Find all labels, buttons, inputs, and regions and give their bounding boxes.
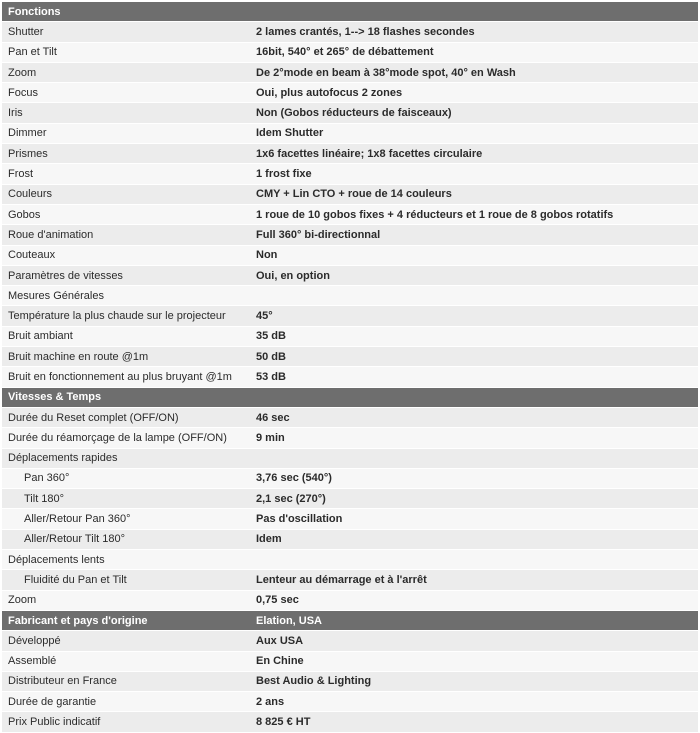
spec-row xyxy=(2,205,698,225)
spec-row xyxy=(2,185,698,205)
spec-row xyxy=(2,408,698,428)
spec-value: 2 lames crantés, 1--> 18 flashes secondes xyxy=(256,25,475,38)
spec-row xyxy=(2,306,698,326)
section-header xyxy=(2,2,698,22)
spec-label: Tilt 180° xyxy=(24,492,65,505)
spec-label: Bruit machine en route @1m xyxy=(8,350,149,363)
spec-row xyxy=(2,550,698,570)
section-title: Fonctions xyxy=(8,5,61,18)
spec-value: Lenteur au démarrage et à l'arrêt xyxy=(256,573,427,586)
spec-label: Paramètres de vitesses xyxy=(8,269,123,282)
spec-value: 8 825 € HT xyxy=(256,716,311,729)
spec-row xyxy=(2,22,698,42)
spec-row xyxy=(2,103,698,123)
spec-row xyxy=(2,347,698,367)
spec-label: Zoom xyxy=(8,66,37,79)
spec-label: Température la plus chaude sur le projecteur xyxy=(8,310,226,323)
spec-row xyxy=(2,43,698,63)
spec-row xyxy=(2,428,698,448)
spec-label: Mesures Générales xyxy=(8,289,104,302)
spec-value: 45° xyxy=(256,310,273,323)
spec-value: 46 sec xyxy=(256,411,290,424)
spec-label: Durée du réamorçage de la lampe (OFF/ON) xyxy=(8,431,227,444)
spec-label: Dimmer xyxy=(8,127,47,140)
spec-label: Frost xyxy=(8,168,34,181)
spec-label: Roue d'animation xyxy=(8,228,94,241)
spec-label: Bruit en fonctionnement au plus bruyant @1m xyxy=(8,370,232,383)
spec-value: 2 ans xyxy=(256,695,285,708)
spec-label: Bruit ambiant xyxy=(8,330,73,343)
spec-label: Développé xyxy=(8,634,61,647)
spec-row xyxy=(2,692,698,712)
spec-label: Assemblé xyxy=(8,655,57,668)
spec-label: Couleurs xyxy=(8,188,53,201)
spec-label: Focus xyxy=(8,86,38,99)
spec-row xyxy=(2,672,698,692)
spec-value: Best Audio & Lighting xyxy=(256,675,372,688)
spec-row xyxy=(2,489,698,509)
spec-value: Pas d'oscillation xyxy=(256,513,343,526)
spec-value: De 2°mode en beam à 38°mode spot, 40° en Wash xyxy=(256,66,516,79)
spec-value: Non xyxy=(256,249,278,262)
spec-table xyxy=(2,2,698,733)
spec-row xyxy=(2,449,698,469)
spec-value: 9 min xyxy=(256,431,285,444)
spec-label: Shutter xyxy=(8,25,44,38)
spec-row xyxy=(2,652,698,672)
spec-value: Aux USA xyxy=(256,634,304,647)
spec-label: Durée du Reset complet (OFF/ON) xyxy=(8,411,179,424)
spec-value: 50 dB xyxy=(256,350,286,363)
spec-label: Fluidité du Pan et Tilt xyxy=(24,573,127,586)
spec-value: Non (Gobos réducteurs de faisceaux) xyxy=(256,107,452,120)
spec-row xyxy=(2,63,698,83)
spec-value: 53 dB xyxy=(256,370,286,383)
section-header xyxy=(2,388,698,408)
spec-row xyxy=(2,367,698,387)
spec-row xyxy=(2,712,698,732)
spec-value: Full 360° bi-directionnal xyxy=(256,228,381,241)
spec-value: Oui, en option xyxy=(256,269,330,282)
spec-row xyxy=(2,225,698,245)
spec-value: Elation, USA xyxy=(256,614,323,627)
spec-value: CMY + Lin CTO + roue de 14 couleurs xyxy=(256,188,452,201)
spec-row xyxy=(2,570,698,590)
spec-row xyxy=(2,246,698,266)
spec-row xyxy=(2,327,698,347)
spec-label: Iris xyxy=(8,107,23,120)
spec-label: Déplacements lents xyxy=(8,553,105,566)
spec-label: Durée de garantie xyxy=(8,695,97,708)
spec-row xyxy=(2,530,698,550)
spec-row xyxy=(2,266,698,286)
spec-row xyxy=(2,469,698,489)
spec-row xyxy=(2,124,698,144)
spec-row xyxy=(2,83,698,103)
section-title: Vitesses & Temps xyxy=(8,391,102,404)
spec-row xyxy=(2,591,698,611)
spec-label: Gobos xyxy=(8,208,41,221)
spec-row xyxy=(2,144,698,164)
spec-label: Déplacements rapides xyxy=(8,452,118,465)
spec-row xyxy=(2,164,698,184)
section-title: Fabricant et pays d'origine xyxy=(8,614,148,627)
spec-label: Prix Public indicatif xyxy=(8,716,101,729)
spec-value: 1 frost fixe xyxy=(256,168,312,181)
spec-row xyxy=(2,631,698,651)
spec-label: Aller/Retour Tilt 180° xyxy=(24,533,125,546)
spec-value: En Chine xyxy=(256,655,304,668)
spec-value: Idem xyxy=(256,533,282,546)
spec-label: Pan et Tilt xyxy=(8,46,57,59)
spec-value: Idem Shutter xyxy=(256,127,324,140)
spec-row xyxy=(2,286,698,306)
spec-value: Oui, plus autofocus 2 zones xyxy=(256,86,403,99)
spec-label: Distributeur en France xyxy=(8,675,117,688)
spec-row xyxy=(2,509,698,529)
section-header xyxy=(2,611,698,631)
spec-value: 0,75 sec xyxy=(256,594,299,607)
spec-value: 16bit, 540° et 265° de débattement xyxy=(256,46,434,59)
spec-label: Prismes xyxy=(8,147,48,160)
spec-label: Zoom xyxy=(8,594,37,607)
spec-value: 2,1 sec (270°) xyxy=(256,492,326,505)
spec-value: 1 roue de 10 gobos fixes + 4 réducteurs et 1 roue de 8 gobos rotatifs xyxy=(256,208,614,221)
spec-value: 35 dB xyxy=(256,330,286,343)
spec-label: Pan 360° xyxy=(24,472,70,485)
spec-label: Couteaux xyxy=(8,249,56,262)
spec-label: Aller/Retour Pan 360° xyxy=(24,513,131,526)
spec-value: 3,76 sec (540°) xyxy=(256,472,332,485)
spec-value: 1x6 facettes linéaire; 1x8 facettes circulaire xyxy=(256,147,483,160)
